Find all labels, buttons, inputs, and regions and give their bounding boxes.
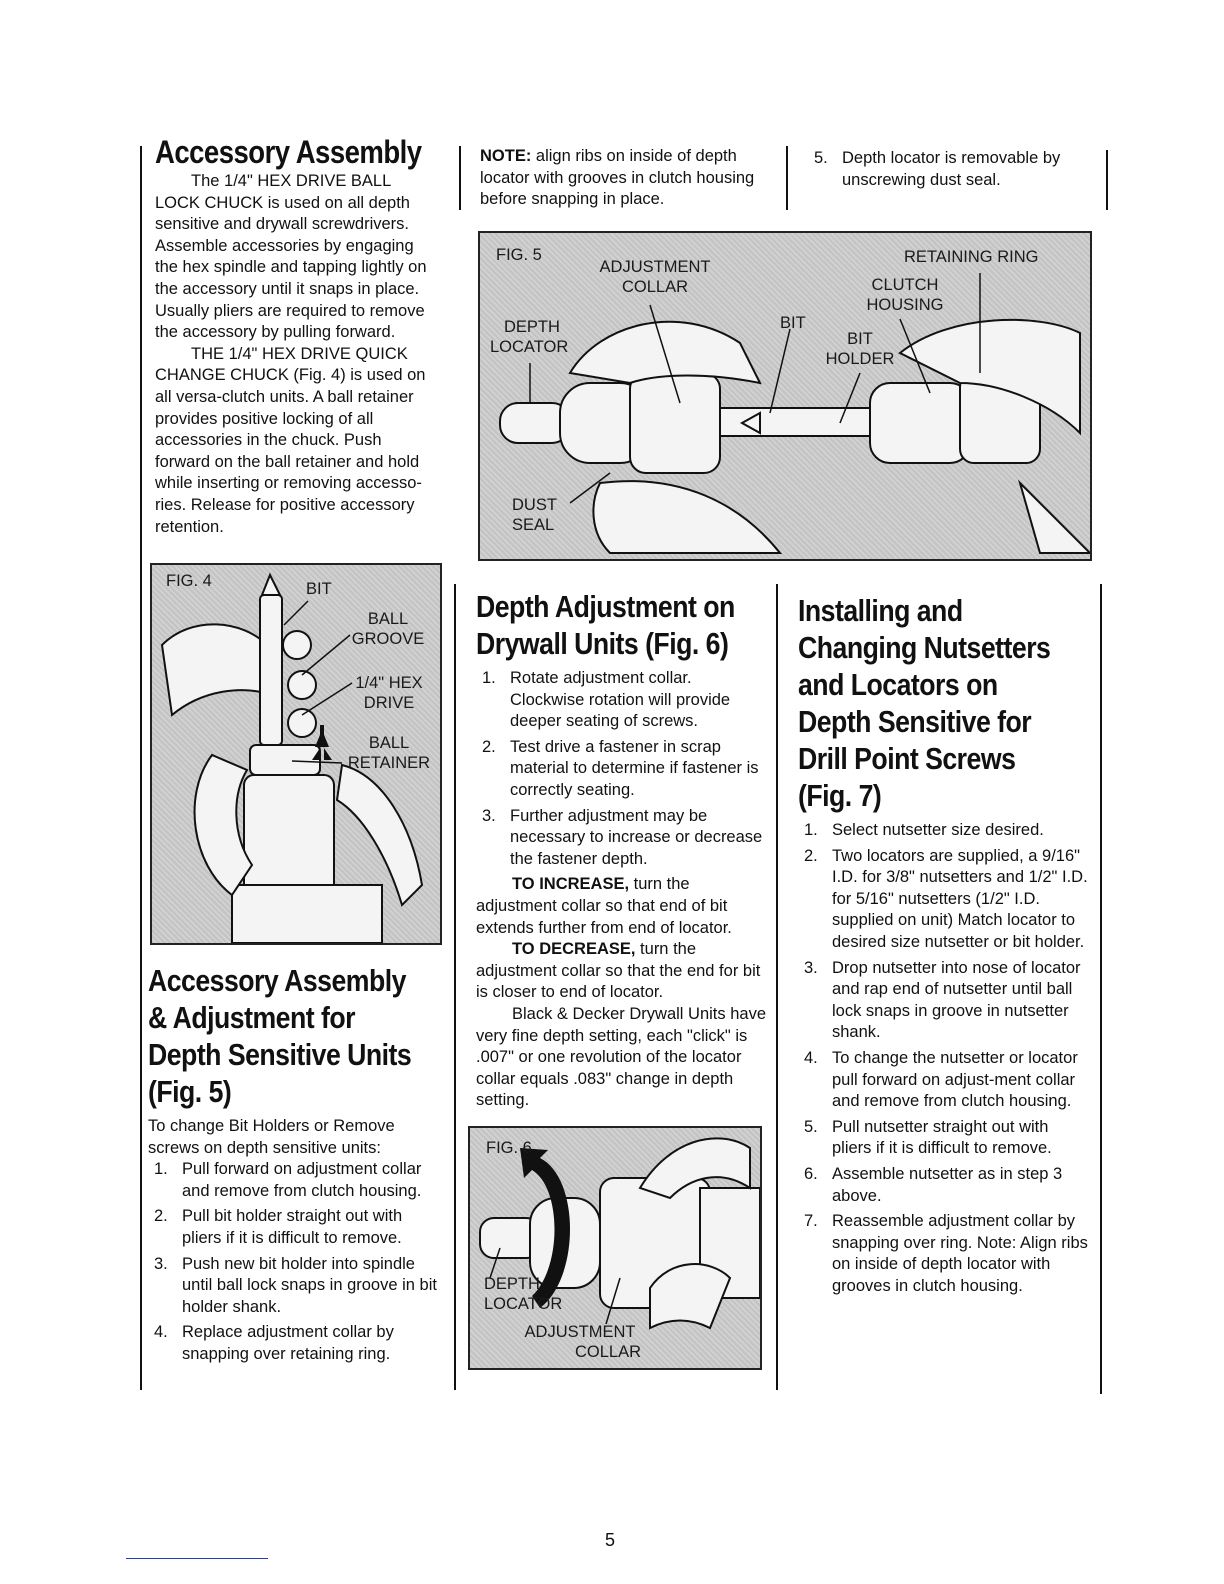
section-heading — [148, 962, 440, 1110]
figure-5 — [478, 231, 1092, 561]
list-item: 4. Replace adjustment collar by snapping over retaining ring. — [154, 1323, 394, 1363]
list-item: 3. Drop nutsetter into nose of locator and rap end of nutsetter until ball lock snaps in groove in nutsetter shank. — [804, 958, 1081, 1042]
label-bit-holder: BIT HOLDER — [825, 330, 895, 368]
bit-tip-shape — [262, 575, 280, 595]
figure-5-illustration — [480, 233, 1090, 559]
list-item: 3. Further adjustment may be necessary to increase or decrease the fastener depth. — [482, 806, 763, 868]
step-list — [476, 668, 766, 870]
heading-line: Drywall Units (Fig. 6) — [476, 626, 729, 661]
list-item: 5. Depth locator is removable by unscrewing dust seal. — [814, 149, 1061, 189]
chuck-ring-shape — [250, 745, 320, 775]
column-rule-right — [1100, 584, 1102, 1394]
section-body — [148, 1116, 440, 1366]
arrow-up-icon — [315, 730, 329, 747]
section-heading: Accessory Assembly — [155, 134, 422, 170]
column-rule-mid-top — [459, 146, 461, 210]
list-item: 1. Rotate adjustment collar. Clockwise rotation will provide deeper seating of screws. — [482, 669, 731, 731]
section-body — [155, 171, 439, 538]
intro-text: To change Bit Holders or Remove screws on depth sensitive units: — [148, 1117, 395, 1157]
accessory-adjustment-section — [148, 962, 440, 1370]
clutch-housing-shape — [870, 383, 970, 463]
column-rule-mid-1 — [454, 584, 456, 1390]
footer-link-underline — [126, 1558, 268, 1559]
step-list — [148, 1159, 440, 1365]
step-5-text — [808, 148, 1098, 195]
bit-shape — [260, 595, 282, 745]
paragraph: TO INCREASE, turn the adjustment collar so that end of bit extends further from end of locator. — [476, 875, 732, 937]
finger-tip-shape — [288, 709, 316, 737]
list-item: 3. Push new bit holder into spindle until ball lock snaps in groove in bit holder shank. — [154, 1254, 437, 1316]
heading-line: and Locators on — [798, 667, 998, 702]
section-heading — [798, 592, 1090, 814]
heading-line: Depth Adjustment on — [476, 589, 735, 624]
column-rule-right-top — [786, 146, 788, 210]
hand-lower-shape — [593, 481, 780, 553]
section-body — [476, 668, 766, 1112]
column-rule-mid-2 — [776, 584, 778, 1390]
list-item: 5. Pull nutsetter straight out with pliers if it is difficult to remove. — [804, 1117, 1052, 1158]
list-item: 2. Pull bit holder straight out with pliers if it is difficult to remove. — [154, 1207, 403, 1247]
paragraph: TO DECREASE, turn the adjustment collar so that the end for bit is closer to end of locator. — [476, 940, 761, 1002]
label-depth-locator: DEPTH LOCATOR — [484, 1275, 563, 1313]
label-clutch-housing: CLUTCH HOUSING — [866, 276, 944, 314]
finger-tip-shape — [288, 671, 316, 699]
list-item: 7. Reassemble adjustment collar by snapping over ring. Note: Align ribs on inside of depth locator with grooves in clutch housing. — [804, 1212, 1088, 1295]
label-adjustment-collar: ADJUSTMENT COLLAR — [599, 258, 711, 296]
heading-line: Accessory Assembly — [148, 963, 406, 998]
heading-line: Drill Point Screws — [798, 741, 1016, 776]
heading-line: Changing Nutsetters — [798, 630, 1051, 665]
figure-label: FIG. 6 — [486, 1139, 532, 1157]
column-rule-left — [140, 146, 142, 1390]
leader-line — [770, 329, 790, 413]
label-hex-drive: 1/4" HEX DRIVE — [355, 674, 423, 712]
drill-edge-shape — [1020, 483, 1090, 553]
column-rule-right-upper — [1106, 150, 1108, 210]
label-bit: BIT — [306, 580, 332, 598]
drill-body-shape — [232, 885, 382, 943]
nutsetters-section — [798, 592, 1090, 1301]
label-dust-seal: DUST SEAL — [512, 496, 557, 534]
step-list — [808, 148, 1098, 191]
heading-line: Installing and — [798, 593, 963, 628]
finger-tip-shape — [283, 631, 311, 659]
heading-line: & Adjustment for — [148, 1000, 355, 1035]
section-heading — [476, 588, 766, 662]
figure-label: FIG. 5 — [496, 246, 542, 264]
leader-line — [284, 601, 308, 625]
label-depth-locator: DEPTH LOCATOR — [490, 318, 569, 356]
heading-line: Depth Sensitive Units — [148, 1037, 412, 1072]
heading-line: (Fig. 5) — [148, 1074, 232, 1109]
page-number: 5 — [605, 1530, 616, 1550]
chuck-body-shape — [244, 775, 334, 895]
depth-adjustment-section — [476, 588, 766, 1112]
finger-shape — [650, 1264, 730, 1328]
label-ball-groove: BALL GROOVE — [351, 610, 425, 648]
label-retaining-ring: RETAINING RING — [904, 248, 1039, 266]
note-text: NOTE: align ribs on inside of depth locator with grooves in clutch housing before snapping in place. — [480, 147, 755, 209]
step-list — [798, 820, 1090, 1297]
list-item: 1. Select nutsetter size desired. — [804, 821, 1044, 839]
list-item: 2. Test drive a fastener in scrap material to determine if fastener is correctly seating. — [482, 737, 759, 799]
label-bit: BIT — [780, 314, 806, 332]
list-item: 2. Two locators are supplied, a 9/16" I.D. for 3/8" nutsetters and 1/2" I.D. for 5/16" nutsetters (1/2" I.D. supplied on unit) Match locator to desired size nutsetter or bit holder. — [804, 846, 1088, 951]
label-ball-retainer: BALL RETAINER — [347, 734, 431, 772]
paragraph: THE 1/4" HEX DRIVE QUICK CHANGE CHUCK (Fig. 4) is used on all versa-clutch units. A ball retainer provides positive locking of all accessories in the chuck. Push forward on the ball retainer and hold while inserting or removing accesso-ries. Release for positive accessory retention. — [155, 344, 426, 536]
paragraph: The 1/4" HEX DRIVE BALL LOCK CHUCK is used on all depth sensitive and drywall screwdrivers. Assemble accessories by engaging the hex spindle and tapping lightly on the accessory until it snaps in place. Usually pliers are required to remove the accessory by pulling forward. — [155, 172, 427, 342]
list-item: 4. To change the nutsetter or locator pull forward on adjust-ment collar and remove from clutch housing. — [804, 1048, 1078, 1111]
accessory-assembly-section — [155, 134, 439, 538]
figure-label: FIG. 4 — [166, 572, 212, 590]
section-body — [798, 820, 1090, 1297]
figure-6 — [468, 1126, 762, 1370]
figure-4 — [150, 563, 442, 945]
label-adjustment-collar: ADJUSTMENT COLLAR — [524, 1323, 642, 1361]
finger-shape — [162, 624, 272, 715]
heading-line: Depth Sensitive for — [798, 704, 1032, 739]
list-item: 6. Assemble nutsetter as in step 3 above. — [804, 1164, 1063, 1205]
paragraph: Black & Decker Drywall Units have very fine depth setting, each "click" is .007" or one revolution of the locator collar equals .083" change in depth setting. — [476, 1004, 766, 1110]
list-item: 1. Pull forward on adjustment collar and remove from clutch housing. — [154, 1160, 422, 1200]
heading-line: (Fig. 7) — [798, 778, 882, 813]
